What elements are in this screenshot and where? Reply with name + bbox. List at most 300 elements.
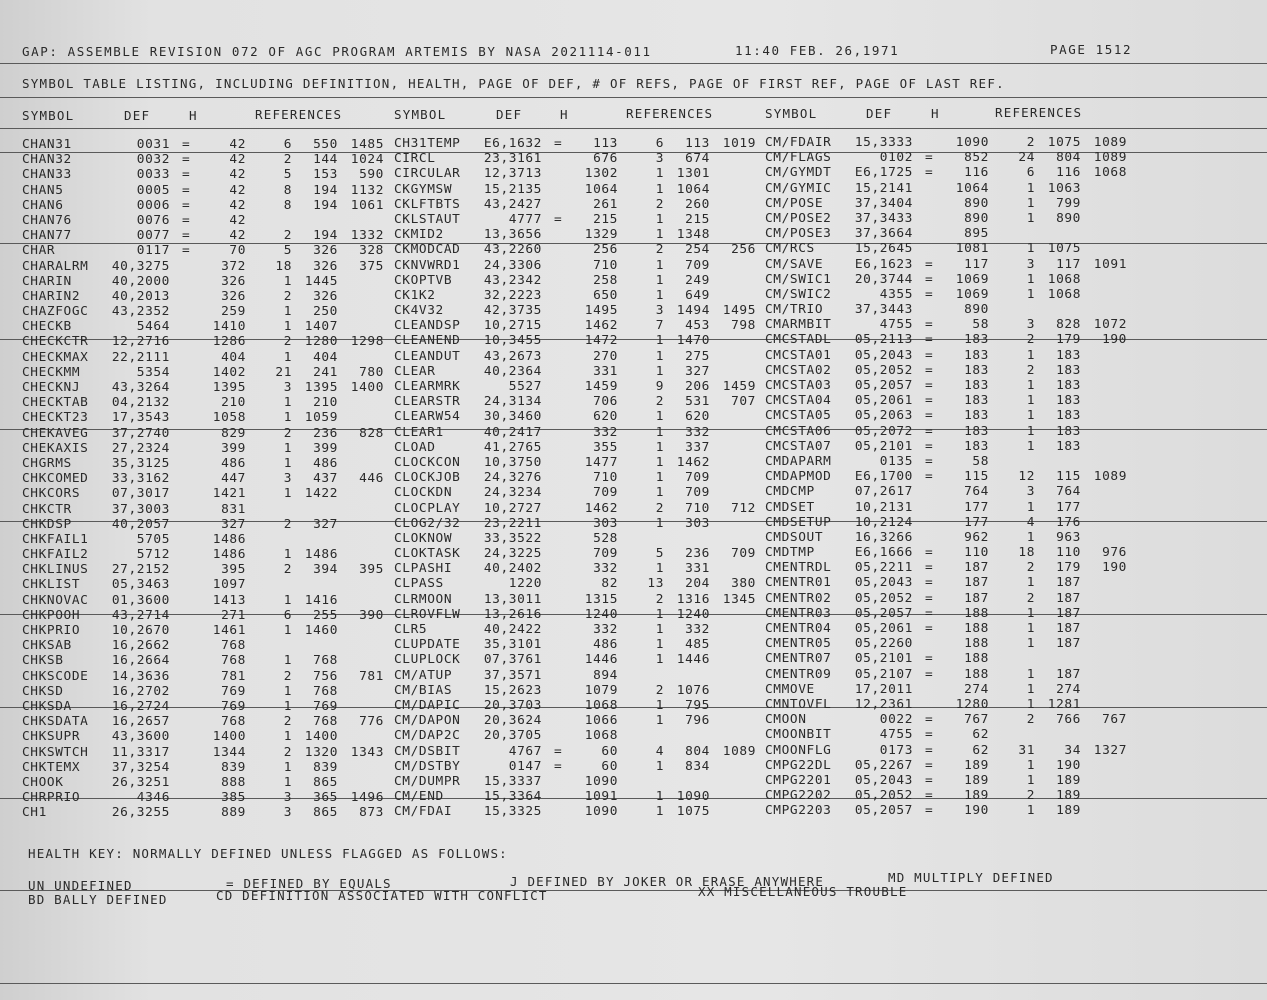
symbol-cell: CMOONFLG (765, 742, 832, 758)
refcount-cell: 1 (1026, 757, 1035, 773)
firstref-cell: 1462 (676, 454, 710, 470)
health-cell: = (925, 788, 934, 804)
lastref-cell: 1068 (1093, 165, 1127, 181)
symbol-cell: CLOKTASK (394, 546, 461, 562)
lastref-cell: 1298 (350, 334, 384, 350)
symbol-cell: CKOPTVB (394, 272, 453, 288)
lastref-cell: 1496 (350, 790, 384, 806)
col-h-header: H (931, 106, 940, 121)
health-cell: = (925, 757, 934, 773)
refcount-cell: 24 (1018, 150, 1035, 166)
firstref-cell: 1445 (304, 273, 338, 289)
page-cell: 331 (593, 363, 618, 379)
firstref-cell: 255 (313, 607, 338, 623)
page-cell: 62 (972, 727, 989, 743)
def-cell: 16,2664 (111, 653, 170, 669)
def-cell: 37,3433 (854, 210, 913, 226)
symbol-cell: CHKPRIO (22, 623, 81, 638)
page-cell: 1068 (584, 728, 618, 744)
refcount-cell: 6 (1026, 165, 1035, 181)
page-cell: 404 (221, 349, 246, 365)
page-cell: 447 (221, 471, 246, 487)
refcount-cell: 1 (283, 349, 292, 365)
page-cell: 1459 (584, 379, 618, 394)
page-cell: 888 (221, 774, 246, 790)
firstref-cell: 1320 (304, 744, 338, 760)
firstref-cell: 187 (1056, 666, 1081, 682)
lastref-cell: 1345 (722, 591, 756, 607)
def-cell: 0006 (136, 197, 170, 213)
health-cell: = (182, 228, 191, 244)
symbol-cell: CMMOVE (765, 681, 815, 697)
page-cell: 1058 (212, 410, 246, 426)
firstref-cell: 1494 (676, 303, 710, 319)
refcount-cell: 13 (647, 576, 664, 592)
firstref-cell: 620 (685, 409, 710, 425)
col-references-header: REFERENCES (995, 105, 1083, 120)
col-symbol-header: SYMBOL (22, 108, 75, 123)
page-cell: 177 (964, 514, 989, 530)
symbol-cell: CMDSET (765, 499, 815, 515)
def-cell: 37,3664 (854, 226, 913, 242)
refcount-cell: 3 (283, 790, 292, 806)
firstref-cell: 331 (685, 561, 710, 577)
refcount-cell: 1 (1026, 393, 1035, 409)
health-cell: = (925, 271, 934, 287)
symbol-cell: CLEARSTR (394, 394, 461, 410)
page-cell: 486 (593, 637, 618, 653)
col-symbol-header: SYMBOL (765, 106, 818, 121)
page-cell: 42 (229, 182, 246, 198)
refcount-cell: 1 (1026, 180, 1035, 196)
symbol-cell: CHAZFOGC (22, 304, 89, 320)
firstref-cell: 189 (1056, 788, 1081, 804)
lastref-cell: 781 (359, 668, 384, 684)
symbol-cell: CKGYMSW (394, 181, 453, 197)
def-cell: 37,3443 (854, 302, 913, 318)
symbol-cell: CHKFAIL1 (22, 531, 89, 547)
page-number: PAGE 1512 (1050, 42, 1133, 57)
def-cell: E6,1632 (483, 136, 542, 151)
firstref-cell: 215 (685, 211, 710, 227)
symbol-cell: CLPASHI (394, 561, 453, 577)
page-cell: 1462 (584, 500, 618, 516)
lastref-cell: 1332 (350, 228, 384, 244)
symbol-cell: CLOAD (394, 439, 436, 455)
lastref-cell: 328 (359, 243, 384, 259)
def-cell: 40,2402 (483, 561, 542, 577)
def-cell: 17,2011 (854, 681, 913, 697)
def-cell: 15,2141 (854, 180, 913, 196)
def-cell: 16,2662 (111, 638, 170, 654)
symbol-cell: CM/SWIC2 (765, 286, 832, 302)
firstref-cell: 437 (313, 471, 338, 487)
refcount-cell: 21 (275, 364, 292, 380)
def-cell: 5705 (136, 531, 170, 547)
refcount-cell: 2 (283, 228, 292, 244)
page-cell: 1329 (584, 227, 618, 243)
def-cell: 32,2223 (483, 287, 542, 303)
symbol-cell: CMDTMP (765, 545, 815, 561)
lastref-cell: 776 (359, 714, 384, 730)
refcount-cell: 1 (655, 804, 664, 820)
firstref-cell: 1075 (1047, 241, 1081, 257)
firstref-cell: 1076 (676, 682, 710, 698)
symbol-cell: CHECKB (22, 319, 72, 335)
def-cell: 16,2657 (111, 714, 170, 730)
firstref-cell: 194 (313, 197, 338, 213)
firstref-cell: 187 (1056, 605, 1081, 621)
paper-rule (0, 128, 1267, 129)
symbol-cell: CHAN32 (22, 152, 72, 168)
def-cell: 11,3317 (111, 744, 170, 760)
refcount-cell: 1 (283, 440, 292, 456)
symbol-cell: CHGRMS (22, 455, 72, 471)
page-cell: 187 (964, 575, 989, 591)
page-cell: 188 (964, 651, 989, 667)
health-cell: = (925, 317, 934, 333)
refcount-cell: 2 (655, 196, 664, 212)
def-cell: 20,3744 (854, 271, 913, 287)
page-cell: 890 (964, 195, 989, 211)
health-cell: = (554, 136, 563, 151)
health-cell: = (554, 211, 563, 227)
page-cell: 399 (221, 440, 246, 456)
def-cell: 16,3266 (854, 529, 913, 545)
page-cell: 1400 (212, 729, 246, 745)
page-cell: 768 (221, 714, 246, 730)
firstref-cell: 176 (1056, 514, 1081, 530)
health-cell: = (925, 165, 934, 181)
refcount-cell: 1 (1026, 696, 1035, 712)
health-key-title: HEALTH KEY: NORMALLY DEFINED UNLESS FLAGGED AS FOLLOWS: (28, 846, 508, 861)
def-cell: 41,2765 (483, 439, 542, 455)
page-cell: 764 (964, 484, 989, 500)
symbol-cell: CM/POSE2 (765, 210, 832, 226)
refcount-cell: 2 (283, 425, 292, 441)
symbol-cell: CLOG2/32 (394, 515, 461, 531)
def-cell: 33,3162 (111, 471, 170, 487)
refcount-cell: 3 (283, 380, 292, 395)
symbol-cell: CMDAPMOD (765, 469, 832, 485)
firstref-cell: 709 (685, 485, 710, 501)
page-cell: 183 (964, 332, 989, 348)
def-cell: 04,2132 (111, 395, 170, 411)
def-cell: 13,3011 (483, 591, 542, 607)
firstref-cell: 327 (313, 516, 338, 532)
symbol-cell: CLOCKJOB (394, 470, 461, 486)
refcount-cell: 5 (283, 243, 292, 259)
firstref-cell: 332 (685, 424, 710, 440)
page-cell: 1495 (584, 303, 618, 319)
symbol-cell: CMENTR04 (765, 621, 832, 636)
symbol-cell: CMENTR01 (765, 575, 832, 591)
symbol-cell: CHAN5 (22, 182, 64, 198)
def-cell: 15,2135 (483, 181, 542, 197)
symbol-cell: CLEANEND (394, 333, 461, 349)
lastref-cell: 707 (731, 394, 756, 410)
def-cell: 05,2057 (854, 803, 913, 819)
symbol-cell: CMCSTADL (765, 332, 832, 348)
firstref-cell: 327 (685, 363, 710, 379)
symbol-cell: CM/DSTBY (394, 758, 461, 774)
refcount-cell: 1 (1026, 499, 1035, 515)
page-cell: 42 (229, 152, 246, 168)
def-cell: 0117 (136, 243, 170, 259)
lastref-cell: 446 (359, 471, 384, 487)
firstref-cell: 1280 (304, 334, 338, 350)
firstref-cell: 1486 (304, 547, 338, 563)
lastref-cell: 1132 (350, 182, 384, 198)
symbol-cell: CHRPRIO (22, 790, 81, 806)
def-cell: 35,3125 (111, 455, 170, 471)
col-def-header: DEF (866, 106, 893, 121)
def-cell: 23,3161 (483, 151, 542, 167)
firstref-cell: 187 (1056, 636, 1081, 652)
symbol-cell: CKLFTBTS (394, 196, 461, 212)
firstref-cell: 115 (1056, 469, 1081, 485)
def-cell: 05,2107 (854, 666, 913, 682)
refcount-cell: 1 (655, 758, 664, 774)
def-cell: 4755 (879, 317, 913, 333)
refcount-cell: 1 (1026, 666, 1035, 682)
def-cell: 05,2057 (854, 605, 913, 621)
def-cell: 07,2617 (854, 484, 913, 500)
firstref-cell: 275 (685, 348, 710, 364)
page-cell: 58 (972, 317, 989, 333)
firstref-cell: 204 (685, 576, 710, 592)
firstref-cell: 337 (685, 439, 710, 455)
firstref-cell: 183 (1056, 347, 1081, 363)
def-cell: 05,2057 (854, 378, 913, 393)
refcount-cell: 2 (655, 394, 664, 410)
page-cell: 781 (221, 668, 246, 684)
symbol-cell: CMPG2201 (765, 772, 832, 788)
def-cell: 05,2072 (854, 423, 913, 439)
page-cell: 256 (593, 242, 618, 258)
page-cell: 372 (221, 258, 246, 274)
col-h-header: H (189, 108, 198, 123)
refcount-cell: 1 (283, 683, 292, 699)
refcount-cell: 1 (1026, 271, 1035, 287)
health-cell: = (925, 393, 934, 409)
firstref-cell: 241 (313, 364, 338, 380)
symbol-cell: CLOCPLAY (394, 500, 461, 516)
page-cell: 1090 (584, 804, 618, 820)
health-key-bd: BD BALLY DEFINED (28, 892, 168, 907)
page-cell: 1064 (584, 181, 618, 197)
def-cell: 43,2352 (111, 304, 170, 320)
lastref-cell: 780 (359, 364, 384, 380)
page-cell: 115 (964, 469, 989, 485)
refcount-cell: 1 (655, 515, 664, 531)
symbol-cell: CHECKCTR (22, 334, 89, 350)
health-cell: = (925, 545, 934, 561)
symbol-cell: CMDAPARM (765, 453, 832, 469)
refcount-cell: 1 (283, 304, 292, 320)
page-cell: 303 (593, 515, 618, 531)
page-cell: 58 (972, 453, 989, 469)
refcount-cell: 1 (283, 592, 292, 608)
page-cell: 1069 (955, 271, 989, 287)
def-cell: 24,3234 (483, 485, 542, 501)
refcount-cell: 6 (655, 136, 664, 151)
refcount-cell: 8 (283, 182, 292, 198)
page-cell: 1395 (212, 380, 246, 395)
firstref-cell: 768 (313, 653, 338, 669)
refcount-cell: 2 (1026, 332, 1035, 348)
symbol-cell: CHKPOOH (22, 607, 81, 623)
health-cell: = (925, 666, 934, 682)
health-cell: = (925, 453, 934, 469)
page-cell: 215 (593, 211, 618, 227)
refcount-cell: 18 (275, 258, 292, 274)
symbol-cell: CKLSTAUT (394, 211, 461, 227)
firstref-cell: 116 (1056, 165, 1081, 181)
page-cell: 183 (964, 362, 989, 378)
refcount-cell: 2 (655, 500, 664, 516)
page-cell: 890 (964, 302, 989, 318)
symbol-cell: CLOKNOW (394, 530, 453, 546)
def-cell: 37,2740 (111, 425, 170, 441)
page-cell: 1461 (212, 623, 246, 638)
page-cell: 650 (593, 287, 618, 303)
refcount-cell: 1 (655, 227, 664, 243)
page-cell: 177 (964, 499, 989, 515)
page-cell: 183 (964, 438, 989, 454)
firstref-cell: 865 (313, 774, 338, 790)
symbol-cell: CMENTRDL (765, 560, 832, 576)
page-cell: 620 (593, 409, 618, 425)
firstref-cell: 326 (313, 243, 338, 259)
firstref-cell: 453 (685, 318, 710, 334)
symbol-cell: CMENTR05 (765, 636, 832, 652)
def-cell: 40,2000 (111, 273, 170, 289)
firstref-cell: 187 (1056, 621, 1081, 636)
lastref-cell: 375 (359, 258, 384, 274)
lastref-cell: 976 (1102, 545, 1127, 561)
firstref-cell: 113 (685, 136, 710, 151)
firstref-cell: 189 (1056, 803, 1081, 819)
refcount-cell: 1 (655, 622, 664, 637)
symbol-cell: CMCSTA01 (765, 347, 832, 363)
def-cell: 43,3264 (111, 380, 170, 395)
page-cell: 42 (229, 212, 246, 228)
firstref-cell: 756 (313, 668, 338, 684)
health-cell: = (925, 150, 934, 166)
firstref-cell: 117 (1056, 256, 1081, 272)
page-cell: 117 (964, 256, 989, 272)
health-cell: = (925, 469, 934, 485)
refcount-cell: 1 (655, 363, 664, 379)
symbol-cell: CM/SWIC1 (765, 271, 832, 287)
symbol-cell: CHKSDA (22, 698, 72, 714)
health-cell: = (925, 560, 934, 576)
symbol-cell: CMCSTA05 (765, 408, 832, 424)
refcount-cell: 1 (655, 713, 664, 729)
refcount-cell: 3 (655, 151, 664, 167)
refcount-cell: 5 (655, 546, 664, 562)
lastref-cell: 1485 (350, 137, 384, 152)
firstref-cell: 710 (685, 500, 710, 516)
symbol-cell: CH31TEMP (394, 136, 461, 151)
firstref-cell: 236 (313, 425, 338, 441)
def-cell: 37,3571 (483, 667, 542, 683)
def-cell: 07,3017 (111, 486, 170, 502)
def-cell: 40,2364 (483, 363, 542, 379)
symbol-cell: CM/GYMDT (765, 165, 832, 181)
symbol-cell: CHKTEMX (22, 759, 81, 775)
page-cell: 1302 (584, 166, 618, 182)
firstref-cell: 194 (313, 182, 338, 198)
symbol-cell: CMNTOVFL (765, 696, 832, 712)
health-cell: = (925, 438, 934, 454)
def-cell: 05,2101 (854, 651, 913, 667)
page-cell: 113 (593, 136, 618, 151)
symbol-cell: CM/POSE (765, 195, 824, 211)
page-cell: 890 (964, 210, 989, 226)
symbol-cell: CM/RCS (765, 241, 815, 257)
def-cell: 43,2342 (483, 272, 542, 288)
page-cell: 190 (964, 803, 989, 819)
page-cell: 1091 (584, 789, 618, 805)
page-cell: 332 (593, 561, 618, 577)
firstref-cell: 799 (1056, 195, 1081, 211)
refcount-cell: 1 (283, 698, 292, 714)
def-cell: 5354 (136, 364, 170, 380)
symbol-cell: CHKNOVAC (22, 592, 89, 608)
lastref-cell: 1343 (350, 744, 384, 760)
refcount-cell: 1 (655, 439, 664, 455)
def-cell: 4346 (136, 790, 170, 806)
firstref-cell: 1068 (1047, 286, 1081, 302)
health-cell: = (925, 256, 934, 272)
symbol-cell: CLEANDUT (394, 348, 461, 364)
page-cell: 1079 (584, 682, 618, 698)
refcount-cell: 1 (283, 653, 292, 669)
firstref-cell: 326 (313, 258, 338, 274)
page-cell: 829 (221, 425, 246, 441)
symbol-cell: CMPG2203 (765, 803, 832, 819)
symbol-cell: CHAR (22, 243, 56, 259)
page-cell: 1477 (584, 454, 618, 470)
symbol-cell: CHAN77 (22, 228, 72, 244)
health-cell: = (554, 758, 563, 774)
health-cell: = (182, 212, 191, 228)
refcount-cell: 1 (283, 774, 292, 790)
def-cell: 43,2673 (483, 348, 542, 364)
def-cell: 05,2101 (854, 438, 913, 454)
refcount-cell: 1 (655, 272, 664, 288)
firstref-cell: 769 (313, 698, 338, 714)
symbol-cell: CLEAR (394, 363, 436, 379)
page-cell: 274 (964, 681, 989, 697)
health-cell: = (925, 590, 934, 606)
page-cell: 183 (964, 408, 989, 424)
symbol-cell: CHAN33 (22, 167, 72, 183)
page-cell: 187 (964, 590, 989, 606)
page-cell: 183 (964, 393, 989, 409)
refcount-cell: 1 (1026, 438, 1035, 454)
page-cell: 1286 (212, 334, 246, 350)
lastref-cell: 190 (1102, 332, 1127, 348)
symbol-cell: CMCSTA02 (765, 362, 832, 378)
page-cell: 1066 (584, 713, 618, 729)
health-key-joker: J DEFINED BY JOKER OR ERASE ANYWHERE (510, 874, 825, 889)
page-cell: 1402 (212, 364, 246, 380)
lastref-cell: 1089 (1093, 135, 1127, 150)
def-cell: 20,3705 (483, 728, 542, 744)
